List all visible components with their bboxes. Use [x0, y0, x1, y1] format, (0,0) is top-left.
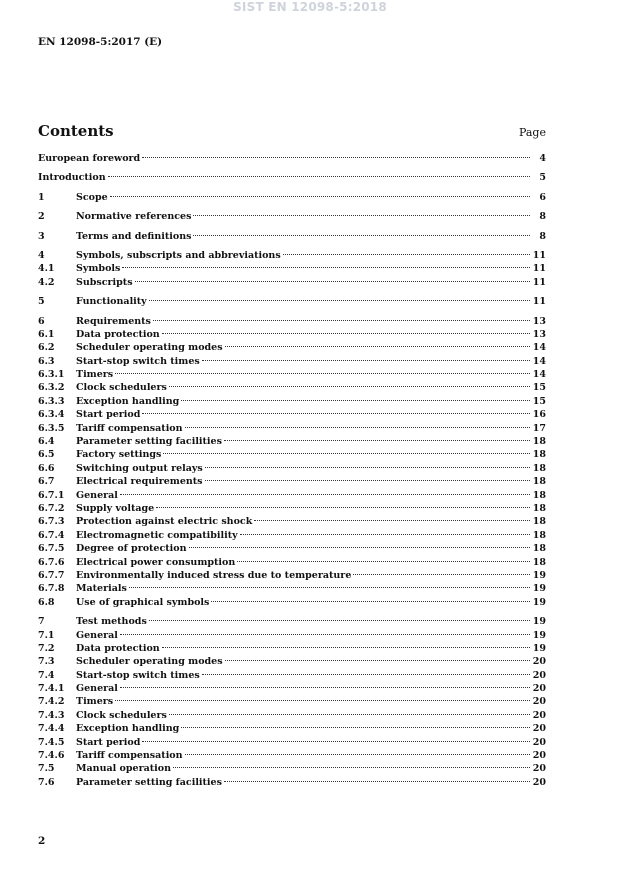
- toc-entry-number: 7.4.6: [38, 750, 65, 762]
- toc-entry-page: 18: [532, 556, 546, 568]
- toc-entry-page: 4: [539, 153, 546, 164]
- toc-entry[interactable]: [38, 328, 546, 341]
- toc-entry-number: 6.3.3: [38, 395, 65, 407]
- toc-entry[interactable]: [38, 191, 546, 204]
- toc-entry-page: 13: [532, 328, 546, 340]
- toc-entry-number: 7.4.1: [38, 683, 65, 695]
- dot-leader: [205, 467, 530, 468]
- toc-entry[interactable]: [38, 368, 546, 381]
- toc-entry[interactable]: [38, 249, 546, 262]
- toc-entry-number: 6.7: [38, 476, 55, 488]
- toc-entry-number: 6.7.6: [38, 556, 65, 568]
- toc-entry-page: 11: [532, 276, 546, 288]
- toc-entry[interactable]: [38, 749, 546, 762]
- toc-entry-title: Clock schedulers: [76, 709, 167, 721]
- toc-entry[interactable]: [38, 422, 546, 435]
- toc-entry-number: 2: [38, 211, 45, 223]
- dot-leader: [193, 235, 530, 236]
- toc-entry-title: Terms and definitions: [76, 230, 192, 242]
- toc-entry-page: 17: [532, 422, 546, 434]
- toc-entry-number: 7.6: [38, 776, 55, 788]
- toc-entry-number: 6.3.1: [38, 369, 65, 381]
- toc-entry-title: Parameter setting facilities: [76, 776, 222, 788]
- toc-entry-title: Scheduler operating modes: [76, 656, 223, 668]
- toc-entry[interactable]: [38, 695, 546, 708]
- dot-leader: [162, 333, 530, 334]
- toc-entry[interactable]: [38, 295, 546, 308]
- dot-leader: [135, 281, 530, 282]
- toc-entry-title: Start-stop switch times: [76, 355, 200, 367]
- toc-entry-title: Symbols: [76, 263, 121, 275]
- watermark: SIST EN 12098-5:2018: [233, 0, 387, 14]
- dot-leader: [129, 587, 530, 588]
- dot-leader: [353, 574, 530, 575]
- toc-entry-page: 15: [532, 382, 546, 394]
- toc-entry-page: 15: [532, 395, 546, 407]
- toc-entry-page: 14: [532, 342, 546, 354]
- toc-entry-page: 18: [532, 449, 546, 461]
- toc-entry-title: Functionality: [76, 296, 147, 308]
- toc-entry[interactable]: [38, 435, 546, 448]
- toc-entry-number: 6.8: [38, 596, 55, 608]
- toc-entry-page: 14: [532, 355, 546, 367]
- toc-entry-page: 18: [532, 436, 546, 448]
- toc-entry-page: 20: [532, 709, 546, 721]
- toc-entry-number: 1: [38, 191, 45, 203]
- document-id: EN 12098-5:2017 (E): [38, 36, 163, 48]
- toc-entry-title: Protection against electric shock: [76, 516, 253, 528]
- toc-entry-title: Tariff compensation: [76, 750, 183, 762]
- toc-entry-page: 20: [532, 656, 546, 668]
- toc-entry[interactable]: [38, 262, 546, 275]
- toc-entry[interactable]: [38, 596, 546, 609]
- toc-entry-title: Scope: [76, 191, 108, 203]
- toc-entry-number: 6.3.2: [38, 382, 65, 394]
- toc-entry-number: 7.4.2: [38, 696, 65, 708]
- toc-entry-page: 11: [532, 263, 546, 275]
- toc-entry-number: 6.3.5: [38, 422, 65, 434]
- toc-entry-number: 6.4: [38, 436, 55, 448]
- toc-entry[interactable]: [38, 529, 546, 542]
- toc-entry-page: 20: [532, 763, 546, 775]
- dot-leader: [110, 196, 530, 197]
- toc-entry-title: Manual operation: [76, 763, 171, 775]
- toc-entry-title: Timers: [76, 369, 114, 381]
- toc-entry-title: Scheduler operating modes: [76, 342, 223, 354]
- toc-entry-page: 20: [532, 750, 546, 762]
- toc-entry-number: 7.3: [38, 656, 55, 668]
- toc-entry-page: 18: [532, 502, 546, 514]
- dot-leader: [240, 534, 530, 535]
- toc-entry-page: 18: [532, 543, 546, 555]
- toc-entry-page: 18: [532, 489, 546, 501]
- toc-entry-number: 4.2: [38, 276, 55, 288]
- toc-entry-number: 6.7.5: [38, 543, 65, 555]
- toc-entry[interactable]: [38, 475, 546, 488]
- dot-leader: [120, 687, 530, 688]
- dot-leader: [122, 267, 530, 268]
- toc-entry-page: 20: [532, 669, 546, 681]
- toc-entry-number: 6.3.4: [38, 409, 65, 421]
- dot-leader: [120, 634, 530, 635]
- toc-entry-title: Normative references: [76, 211, 192, 223]
- toc-entry-title: Parameter setting facilities: [76, 436, 222, 448]
- toc-entry-number: 7: [38, 616, 45, 628]
- toc-entry-title: Materials: [76, 583, 127, 595]
- toc-entry-number: 6.5: [38, 449, 55, 461]
- toc-entry[interactable]: [38, 615, 546, 628]
- dot-leader: [211, 601, 530, 602]
- toc-entry-title: Exception handling: [76, 723, 180, 735]
- toc-entry-title: Electrical power consumption: [76, 556, 236, 568]
- dot-leader: [173, 767, 530, 768]
- toc-entry-number: 6.7.4: [38, 529, 65, 541]
- toc-entry[interactable]: [38, 210, 546, 223]
- dot-leader: [202, 674, 530, 675]
- dot-leader: [224, 440, 530, 441]
- toc-entry-title: Tariff compensation: [76, 422, 183, 434]
- dot-leader: [115, 700, 530, 701]
- dot-leader: [108, 176, 530, 177]
- toc-entry-number: 7.4.5: [38, 736, 65, 748]
- table-of-contents: [38, 152, 546, 789]
- dot-leader: [181, 400, 530, 401]
- toc-entry-page: 19: [532, 642, 546, 654]
- toc-entry-title: Environmentally induced stress due to temperature: [76, 569, 352, 581]
- toc-entry[interactable]: [38, 542, 546, 555]
- dot-leader: [202, 360, 530, 361]
- dot-leader: [163, 453, 530, 454]
- toc-entry-number: 6.7.8: [38, 583, 65, 595]
- toc-entry[interactable]: [38, 682, 546, 695]
- toc-entry[interactable]: [38, 736, 546, 749]
- dot-leader: [169, 386, 530, 387]
- toc-entry[interactable]: [38, 152, 546, 165]
- toc-entry[interactable]: [38, 315, 546, 328]
- dot-leader: [189, 547, 531, 548]
- dot-leader: [254, 520, 530, 521]
- dot-leader: [153, 320, 530, 321]
- dot-leader: [181, 727, 530, 728]
- toc-entry[interactable]: [38, 448, 546, 461]
- toc-entry-page: 20: [532, 736, 546, 748]
- toc-entry-page: 20: [532, 776, 546, 788]
- toc-entry[interactable]: [38, 762, 546, 775]
- toc-entry-page: 6: [539, 191, 546, 203]
- toc-entry[interactable]: [38, 642, 546, 655]
- toc-entry-title: Start-stop switch times: [76, 669, 200, 681]
- toc-entry-number: 6.7.1: [38, 489, 65, 501]
- toc-entry-title: Subscripts: [76, 276, 133, 288]
- toc-entry-title: Start period: [76, 736, 141, 748]
- toc-entry[interactable]: [38, 462, 546, 475]
- toc-entry-title: Start period: [76, 409, 141, 421]
- toc-entry-number: 7.5: [38, 763, 55, 775]
- dot-leader: [193, 215, 530, 216]
- toc-entry-title: Introduction: [38, 172, 106, 184]
- toc-entry-page: 20: [532, 696, 546, 708]
- toc-entry-title: Data protection: [76, 642, 160, 654]
- toc-entry[interactable]: [38, 629, 546, 642]
- toc-entry[interactable]: [38, 515, 546, 528]
- page-column-label: Page: [518, 126, 546, 139]
- dot-leader: [185, 754, 530, 755]
- toc-entry[interactable]: [38, 276, 546, 289]
- dot-leader: [225, 660, 530, 661]
- toc-entry-title: General: [76, 489, 118, 501]
- toc-entry-title: Electrical requirements: [76, 476, 203, 488]
- toc-entry[interactable]: [38, 355, 546, 368]
- dot-leader: [142, 741, 530, 742]
- toc-entry-page: 8: [539, 211, 546, 223]
- dot-leader: [237, 561, 530, 562]
- toc-entry-page: 20: [532, 683, 546, 695]
- toc-entry-number: 3: [38, 230, 45, 242]
- toc-entry-title: Clock schedulers: [76, 382, 167, 394]
- toc-entry-page: 18: [532, 462, 546, 474]
- dot-leader: [162, 647, 530, 648]
- toc-entry-title: Exception handling: [76, 395, 180, 407]
- toc-entry-page: 5: [539, 172, 546, 184]
- toc-entry-title: General: [76, 629, 118, 641]
- toc-entry[interactable]: [38, 669, 546, 682]
- toc-entry-page: 19: [532, 596, 546, 608]
- toc-entry-title: Symbols, subscripts and abbreviations: [76, 249, 281, 261]
- toc-entry-page: 19: [532, 629, 546, 641]
- toc-entry[interactable]: [38, 569, 546, 582]
- toc-entry-title: Timers: [76, 696, 114, 708]
- dot-leader: [205, 480, 530, 481]
- toc-entry-number: 6.7.7: [38, 569, 65, 581]
- toc-entry-number: 6.7.2: [38, 502, 65, 514]
- toc-entry-page: 8: [539, 230, 546, 242]
- dot-leader: [169, 714, 530, 715]
- toc-entry-number: 6.2: [38, 342, 55, 354]
- page-number: 2: [38, 835, 46, 847]
- toc-entry-number: 7.4: [38, 669, 55, 681]
- toc-entry-page: 11: [532, 249, 546, 261]
- toc-entry-page: 19: [532, 569, 546, 581]
- toc-entry-number: 6: [38, 315, 45, 327]
- toc-entry-title: Data protection: [76, 328, 160, 340]
- dot-leader: [185, 427, 530, 428]
- toc-entry[interactable]: [38, 722, 546, 735]
- dot-leader: [156, 507, 530, 508]
- toc-entry-page: 18: [532, 516, 546, 528]
- toc-entry-number: 6.1: [38, 328, 55, 340]
- toc-entry-number: 7.4.3: [38, 709, 65, 721]
- toc-entry[interactable]: [38, 502, 546, 515]
- dot-leader: [142, 157, 530, 158]
- toc-entry-title: Electromagnetic compatibility: [76, 529, 238, 541]
- dot-leader: [225, 346, 530, 347]
- toc-entry-title: Requirements: [76, 315, 151, 327]
- dot-leader: [283, 254, 530, 255]
- toc-entry-page: 18: [532, 476, 546, 488]
- dot-leader: [120, 494, 530, 495]
- toc-entry-number: 6.6: [38, 462, 55, 474]
- toc-entry-page: 14: [532, 369, 546, 381]
- toc-entry-page: 20: [532, 723, 546, 735]
- toc-entry-title: Degree of protection: [76, 543, 187, 555]
- toc-entry-title: Supply voltage: [76, 502, 155, 514]
- toc-entry[interactable]: [38, 230, 546, 243]
- toc-entry-title: European foreword: [38, 153, 141, 164]
- contents-heading: Contents: [38, 122, 114, 140]
- toc-entry[interactable]: [38, 381, 546, 394]
- toc-entry-page: 19: [532, 616, 546, 628]
- dot-leader: [142, 413, 530, 414]
- dot-leader: [149, 300, 530, 301]
- toc-entry-title: Test methods: [76, 616, 147, 628]
- toc-entry[interactable]: [38, 171, 546, 184]
- toc-entry[interactable]: [38, 776, 546, 789]
- toc-entry[interactable]: [38, 582, 546, 595]
- toc-entry[interactable]: [38, 408, 546, 421]
- toc-entry[interactable]: [38, 709, 546, 722]
- toc-entry-title: Factory settings: [76, 449, 162, 461]
- toc-entry[interactable]: [38, 341, 546, 354]
- toc-entry-number: 6.7.3: [38, 516, 65, 528]
- toc-entry-page: 19: [532, 583, 546, 595]
- toc-entry-number: 7.2: [38, 642, 55, 654]
- toc-entry-number: 5: [38, 296, 45, 308]
- toc-entry-page: 13: [532, 315, 546, 327]
- toc-entry[interactable]: [38, 655, 546, 668]
- toc-entry-page: 11: [532, 296, 546, 308]
- toc-entry[interactable]: [38, 395, 546, 408]
- toc-entry-number: 4.1: [38, 263, 55, 275]
- toc-entry-page: 18: [532, 529, 546, 541]
- toc-entry[interactable]: [38, 556, 546, 569]
- toc-entry-title: Use of graphical symbols: [76, 596, 210, 608]
- toc-entry[interactable]: [38, 489, 546, 502]
- dot-leader: [115, 373, 530, 374]
- toc-entry-page: 16: [532, 409, 546, 421]
- toc-entry-number: 6.3: [38, 355, 55, 367]
- toc-entry-number: 4: [38, 249, 45, 261]
- dot-leader: [149, 620, 530, 621]
- toc-entry-number: 7.1: [38, 629, 55, 641]
- toc-entry-number: 7.4.4: [38, 723, 65, 735]
- toc-entry-title: Switching output relays: [76, 462, 203, 474]
- toc-entry-title: General: [76, 683, 118, 695]
- dot-leader: [224, 781, 530, 782]
